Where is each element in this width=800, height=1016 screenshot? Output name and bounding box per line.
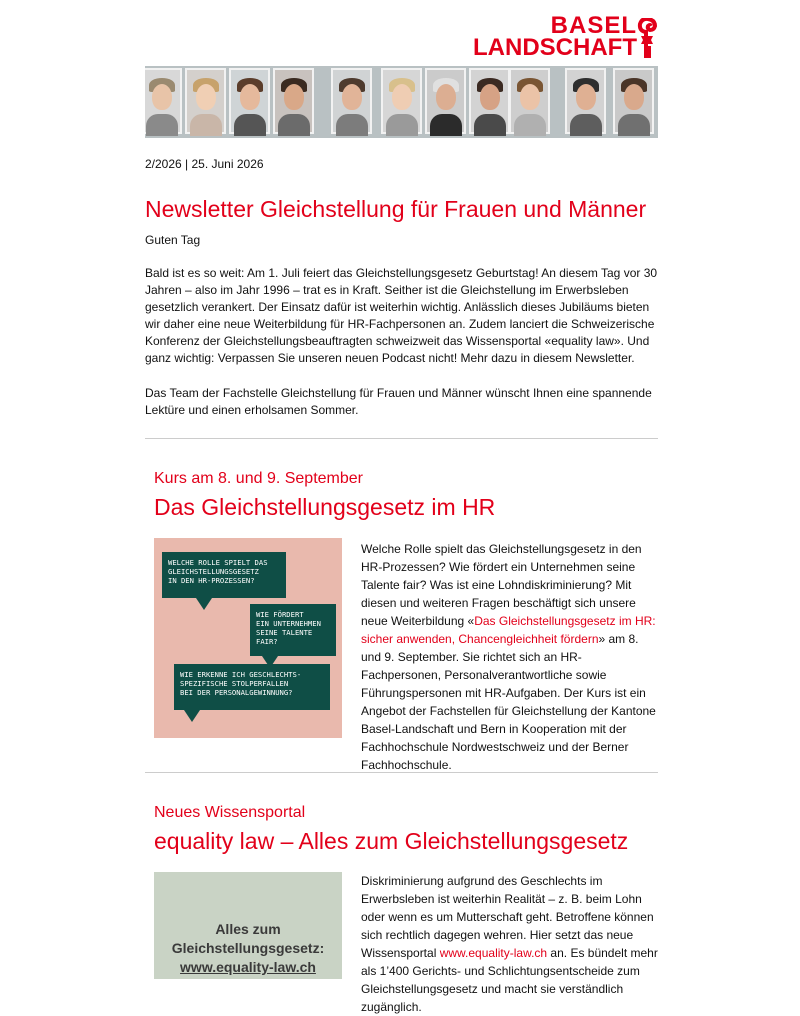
body-text: Diskriminierung aufgrund des Geschlechts im Erwerbsleben ist weiterhin Realität – z. B. beim Lohn oder wenn es um Mutterschaft geht. Betroffene können sich rechtlich dagegen wehren. Hier setzt das neue Wissensportal bbox=[361, 874, 654, 960]
speech-bubble-tail bbox=[196, 598, 212, 610]
greeting: Guten Tag bbox=[145, 233, 201, 247]
logo-line-2: LANDSCHAFT bbox=[473, 34, 637, 61]
closing-paragraph: Das Team der Fachstelle Gleichstellung für Frauen und Männer wünscht Ihnen eine spannende Lektüre und einen erholsamen Sommer. bbox=[145, 386, 652, 417]
section-kicker: Neues Wissensportal bbox=[154, 804, 306, 821]
canton-logo[interactable] bbox=[473, 12, 665, 61]
hr-questions-illustration bbox=[154, 538, 342, 738]
teaser-line-3: www.equality-law.ch bbox=[180, 959, 316, 975]
teaser-line-2: Gleichstellungsgesetz: bbox=[171, 940, 325, 956]
speech-bubble: WELCHE ROLLE SPIELT DAS GLEICHSTELLUNGSGESETZ IN DEN HR-PROZESSEN? bbox=[162, 552, 286, 598]
issue-date: 2/2026 | 25. Juni 2026 bbox=[145, 157, 264, 171]
equality-law-teaser-image bbox=[154, 872, 342, 979]
section-kicker: Kurs am 8. und 9. September bbox=[154, 470, 363, 487]
portrait-photo bbox=[185, 68, 226, 134]
portrait-photo bbox=[331, 68, 372, 134]
portrait-photo bbox=[273, 68, 314, 134]
portal-link[interactable]: www.equality-law.ch bbox=[439, 946, 548, 960]
portrait-photo bbox=[145, 68, 182, 134]
course-link[interactable]: Das Gleichstellungsgesetz im HR: sicher anwenden, Chancengleichheit fördern bbox=[361, 614, 656, 646]
portrait-photo bbox=[229, 68, 270, 134]
body-text: an. Es bündelt mehr als 1’400 Gerichts- und Schlichtungsentscheide zum Gleichstellungsgesetz und macht sie verständlich zugänglich. bbox=[361, 946, 658, 1014]
portrait-photo bbox=[381, 68, 422, 134]
divider bbox=[145, 438, 658, 439]
divider bbox=[145, 772, 658, 773]
portrait-photo bbox=[425, 68, 466, 134]
logo-line-1: BASEL bbox=[550, 12, 637, 39]
newsletter-title: Newsletter Gleichstellung für Frauen und Männer bbox=[145, 196, 647, 222]
speech-bubble-tail bbox=[184, 710, 200, 722]
intro-paragraph: Bald ist es so weit: Am 1. Juli feiert das Gleichstellungsgesetz Geburtstag! An diesem Tag vor 30 Jahren – also im Jahr 1996 – trat es in Kraft. Seither ist die Gleichstellung im Erwerbsleben gesetzlich verankert. Der Einsatz dafür ist weiterhin wichtig. Anlässlich dieses Jubiläums bieten wir daher eine neue Weiterbildung für HR-Fachpersonen an. Zudem lanciert die Schweizerische Konferenz der Gleichstellungsbeauftragten schweizweit das Wissensportal «equality law». Und ganz wichtig: Verpassen Sie unseren neuen Podcast nicht! Mehr dazu in diesem Newsletter. bbox=[145, 266, 658, 365]
speech-bubble: WIE ERKENNE ICH GESCHLECHTS- SPEZIFISCHE STOLPERFALLEN BEI DER PERSONALGEWINNUNG? bbox=[174, 664, 330, 710]
section-title: equality law – Alles zum Gleichstellungsgesetz bbox=[154, 828, 629, 854]
portrait-photo bbox=[509, 68, 550, 134]
portrait-photo bbox=[565, 68, 606, 134]
section1-body bbox=[361, 540, 658, 774]
body-text: » am 8. und 9. September. Sie richtet sich an HR-Fachpersonen, Personalverantwortliche sowie Führungspersonen mit HR-Aufgaben. Der Kurs ist ein Angebot der Fachstellen für Gleichstellung der Kantone Basel-Landschaft und Bern in Kooperation mit der Fachhochschule Nordwestschweiz und der Berner Fachhochschule. bbox=[361, 632, 656, 772]
body-text: Welche Rolle spielt das Gleichstellungsgesetz in den HR-Prozessen? Wie fördert ein Unternehmen seine Talente fair? Was ist eine Lohndiskriminierung? Mit diesen und weiteren Fragen beschäftigt sich unsere neue Weiterbildung « bbox=[361, 542, 642, 628]
portrait-photo bbox=[613, 68, 654, 134]
header-banner-image bbox=[145, 66, 658, 138]
section2-body bbox=[361, 872, 658, 1016]
bishop-staff-icon bbox=[637, 18, 659, 58]
teaser-line-1: Alles zum bbox=[215, 921, 281, 937]
portrait-photo bbox=[469, 68, 510, 134]
speech-bubble: WIE FÖRDERT EIN UNTERNEHMEN SEINE TALENTE FAIR? bbox=[250, 604, 336, 656]
section-title: Das Gleichstellungsgesetz im HR bbox=[154, 494, 496, 520]
